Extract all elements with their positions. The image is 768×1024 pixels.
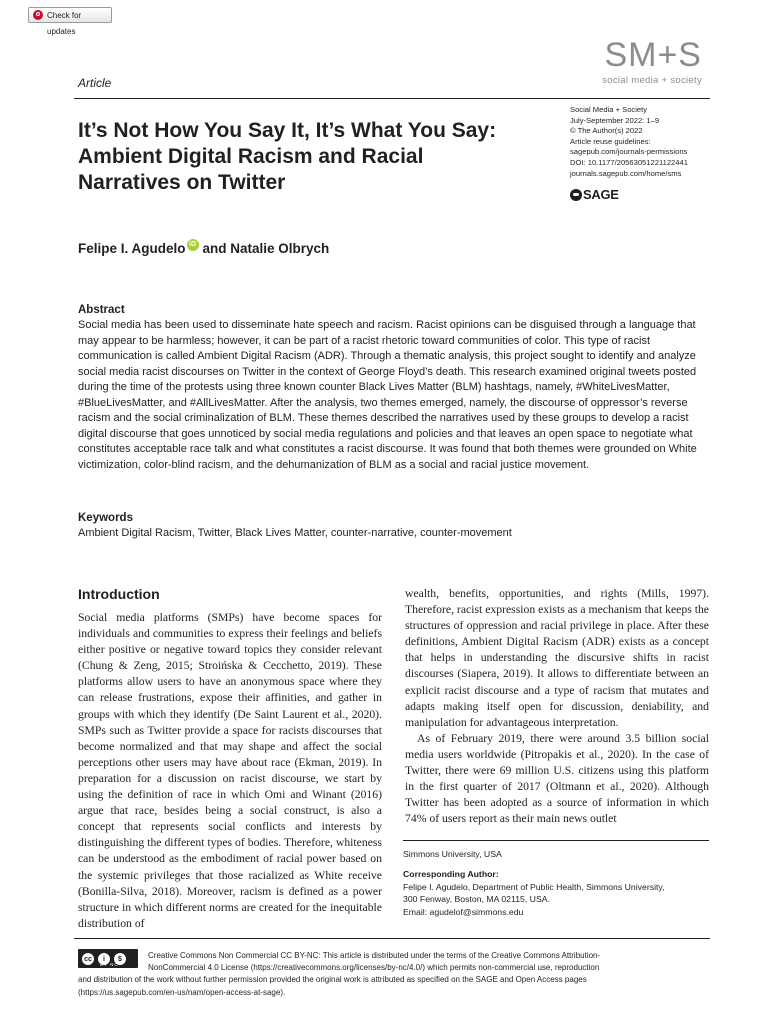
doi-link[interactable]: DOI: 10.1177/20563051221122441 xyxy=(570,157,688,167)
affiliation-divider xyxy=(403,840,709,841)
body-paragraph: As of February 2019, there were around 3.5 billion social media users worldwide (Pitropakis et al., 2020). In the case of Twitter, there were 69 million U.S. citizens using this platform in the first quarter of 2017 (Oltmann et al., 2020). Although Twitter has been adopted as a source of information in which 74% of users report as their main news outlet xyxy=(405,731,709,826)
license-line[interactable]: (https://us.sagepub.com/en-us/nam/open-access-at-sage). xyxy=(78,987,286,997)
license-line: NonCommercial 4.0 License (https://creativecommons.org/licenses/by-nc/4.0/) which permits non-commercial use, reproduction xyxy=(148,963,600,973)
footer-divider xyxy=(74,938,710,939)
section-heading: Introduction xyxy=(78,586,160,602)
corresponding-author-address: 300 Fenway, Boston, MA 02115, USA. xyxy=(403,894,550,905)
corresponding-author-line: Felipe I. Agudelo, Department of Public Health, Simmons University, xyxy=(403,882,665,892)
body-column-right xyxy=(405,586,709,827)
journal-logo: SM+S xyxy=(604,36,702,74)
reuse-link[interactable]: sagepub.com/journals-permissions xyxy=(570,147,688,157)
nc-icon: $ xyxy=(113,952,127,966)
corresponding-author-email[interactable]: Email: agudelof@simmons.edu xyxy=(403,906,524,917)
sage-wordmark: SAGE xyxy=(583,187,619,202)
publication-metadata xyxy=(570,105,760,179)
header-divider xyxy=(74,98,710,99)
cc-icon: cc xyxy=(81,952,95,966)
keywords-heading: Keywords xyxy=(78,512,133,524)
journal-logo-subtitle: social media + society xyxy=(602,75,702,86)
check-for-updates-button[interactable] xyxy=(28,7,112,36)
license-text xyxy=(78,950,712,999)
sage-icon xyxy=(570,189,582,201)
keywords-text: Ambient Digital Racism, Twitter, Black Lives Matter, counter-narrative, counter-movement xyxy=(78,527,512,539)
body-paragraph: wealth, benefits, opportunities, and rights (Mills, 1997). Therefore, racist expression exists as a mechanism that keeps the structures of oppression and racial privilege in place. After these definitions, Ambient Digital Racism (ADR) exists as a concept that helps in understanding the discursive shifts in racist discourses (Siapera, 2019). It allows to differentiate between an explicit racist discourse and a type of racism that mutates and adapts making itself open for discussion, deniability, and manipulation for advantageous interpretation. xyxy=(405,587,709,729)
journal-name: Social Media + Society xyxy=(570,105,648,114)
corresponding-author-details xyxy=(403,881,709,918)
copyright: © The Author(s) 2022 xyxy=(570,126,643,136)
sage-logo xyxy=(570,187,619,202)
issue-info: July-September 2022: 1–9 xyxy=(570,115,660,125)
reuse-guidelines: Article reuse guidelines: xyxy=(570,136,651,146)
article-type-label: Article xyxy=(78,76,112,90)
author-name[interactable]: and Natalie Olbrych xyxy=(202,240,330,256)
by-icon: i xyxy=(97,952,111,966)
license-line: Creative Commons Non Commercial CC BY-NC: This article is distributed under the terms of the Creative Commons Attribution- xyxy=(148,951,601,960)
author-list xyxy=(78,239,329,257)
orcid-icon[interactable]: iD xyxy=(187,239,199,251)
check-for-updates-label: Check for updates xyxy=(47,11,82,36)
abstract-heading: Abstract xyxy=(78,304,125,316)
body-paragraph: Social media platforms (SMPs) have become spaces for individuals and communities to express their feelings and beliefs either positive or negative toward topics they consider relevant (Chung & Zeng, 2015; Stroińska & Cecchetto, 2019). These platforms allow users to have an anonymous space where they can release frustrations, expose their affinities, and gather in groups with which they identify (De Saint Laurent et al., 2020). SMPs such as Twitter provide a space for racists discourses that become normalized and that may shape and affect the social perceptions other users may have about race (Ekman, 2019). In preparation for a discussion on racist discourse, we start by using the definition of race in which Omi and Winant (2016) argue that race, besides being a social construct, is also a concept that represents social conflicts and interests by distinguishing the different types of bodies. Therefore, whiteness can be understood as the embodiment of racial power based on the systemic privileges that those racialized as White receive (Bonilla-Silva, 2018). Moreover, racism is defined as a power structure in which different norms are created for the inequitable distribution of xyxy=(78,611,382,930)
cc-badge-label: BY NC xyxy=(100,962,119,967)
author-name[interactable]: Felipe I. Agudelo xyxy=(78,240,186,256)
paper-title: It’s Not How You Say It, It’s What You Say: Ambient Digital Racism and Racial Narratives on Twitter xyxy=(78,119,497,194)
abstract-text: Social media has been used to disseminate hate speech and racism. Racist opinions can be disguised through a language that may appear to be harmless; however, it can be part of a racist rhetoric toward communities of color. This type of racist communication is called Ambient Digital Racism (ADR). Through a thematic analysis, this project sought to identify and analyze social media racist discourses on Twitter in the context of George Floyd’s death. This research examined original tweets posted during the time of the protests using three known counter Black Lives Matter (BLM) hashtags, namely, #WhiteLivesMatter, #BlueLivesMatter, and #AllLivesMatter. After the analysis, two themes emerged, namely, the discourse of oppressor’s reverse racism and the social criminalization of BLM. These themes described the narratives used by these groups to develop a racist digital discourse that goes unnoticed by social media regulations and policies and that leaves an open space to negotiate what constitutes acceptable race talk and what constitutes a racist discourse. It was found that both themes were grounded on White victimization, color-blind racism, and the dehumanization of BLM as a social and racial justice movement. xyxy=(78,319,697,471)
journal-home-link[interactable]: journals.sagepub.com/home/sms xyxy=(570,168,682,178)
license-line: and distribution of the work without further permission provided the original work is attributed as specified on the SAGE and Open Access pages xyxy=(78,975,587,985)
corresponding-author-heading: Corresponding Author: xyxy=(403,869,499,879)
affiliation: Simmons University, USA xyxy=(403,849,502,859)
crossmark-icon xyxy=(33,10,43,20)
